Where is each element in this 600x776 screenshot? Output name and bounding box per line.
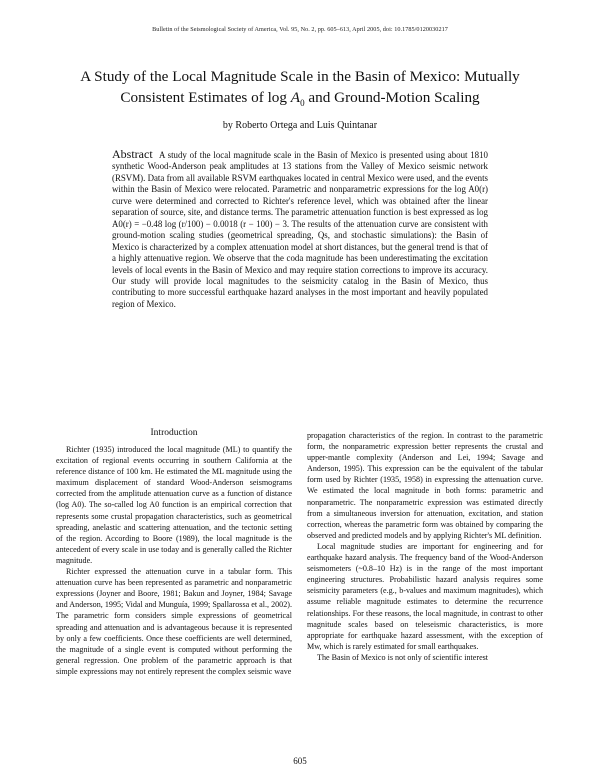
title-symbol-a: A xyxy=(290,89,301,106)
authors: by Roberto Ortega and Luis Quintanar xyxy=(222,120,378,131)
paragraph: propagation characteristics of the region. In contrast to the parametric form, the nonparametric expression better represents the crustal and upper-mantle complexity (Anderson and Lei, 1994; Savage and Anderson, 1995). This expression can be the equivalent of the tabular form used by Richter (1935, 1958) in expressing the attenuation curve. We estimated the local magnitude in both forms: parametric and nonparametric. The nonparametric expression was estimated directly from a simultaneous inversion for attenuation, excitation, and station correction, whereas the parametric form was obtained by comparing the observed and predicted models and by applying Richter's ML definition. xyxy=(307,431,543,540)
paragraph: Richter expressed the attenuation curve in a tabular form. This attenuation curve has been represented as parametric and nonparametric expressions (Joyner and Boore, 1981; Bakun and Joyner, 1984; Savage and Anderson, 1995; Vidal and Munguía, 1999; Spallarossa et al., 2002). The parametric form considers simple expressions of geometrical spreading and attenuation and is advantageous because it is represented by only a few coefficients. Once these coefficients are well determined, the magnitude of a single event is computed without performing the general regression. One problem of the parametric approach is that simple expressions may not entirely represent the complex seismic wave xyxy=(56,567,292,676)
journal-header: Bulletin of the Seismological Society of America, Vol. 95, No. 2, pp. 605–613, April 2005, doi: 10.1785/0120030217 xyxy=(152,26,448,33)
paragraph: The Basin of Mexico is not only of scientific interest xyxy=(317,652,489,662)
title-subscript: 0 xyxy=(300,98,305,109)
abstract xyxy=(112,149,488,310)
paragraph: Local magnitude studies are important for engineering and for earthquake hazard analysis. The frequency band of the Wood-Anderson seismometers (~0.8–10 Hz) is in the range of the most important engineering structures. Probabilistic hazard analysis requires some seismicity parameters (e.g., b-values and maximum magnitudes), which assume reliable magnitude estimates to determine the recurrence relationships. For these reasons, the local magnitude, in contrast to other magnitude scales based on teleseismic characteristics, is more appropriate for earthquake hazard assessment, with the exception of Mw, which is rarely estimated for small earthquakes. xyxy=(307,541,543,651)
paragraph: Richter (1935) introduced the local magnitude (ML) to quantify the excitation of regional events occurring in southern California at the reference distance of 100 km. He estimated the ML magnitude using the maximum displacement of standard Wood-Anderson seismograms corrected from the amplitude attenuation curve as a function of distance (log A0). The so-called log A0 function is an empirical correction that represents some crustal propagation characteristics, such as geometrical spreading, anelastic and scattering attenuation, and the tectonic setting of the region. According to Boore (1989), the local magnitude is the antecedent of every scale in use today and is generally called the Richter magnitude. xyxy=(56,445,292,565)
title-line-2-suffix: and Ground-Motion Scaling xyxy=(304,89,480,106)
abstract-text: A study of the local magnitude scale in the Basin of Mexico is presented using about 1810 synthetic Wood-Anderson peak amplitudes at 13 stations from the Valley of Mexico seismic network (RSVM). Data from all available RSVM earthquakes located in central Mexico were used, and the events within the Basin of Mexico were relocated. Parametric and nonparametric expressions for the log A0(r) curve were determined and corrected to Richter's reference level, which was obtained after the linear separation of source, site, and distance terms. The parametric attenuation function is best expressed as log A0(r) = −0.48 log (r/100) − 0.0018 (r − 100) − 3. The results of the attenuation curve are consistent with ground-motion scaling studies (geometrical spreading, Qs, and stochastic simulations): the Basin of Mexico is characterized by a complex attenuation model at short distances, but the general trend is that of a highly attenuative region. We observe that the coda magnitude has been underestimating the excitation levels of local events in the Basin of Mexico and may require station corrections to improve its accuracy. Our study will provide local magnitudes to the seismicity catalog in the Basin of Mexico, thus contributing to more successful earthquake hazard analyses in the most important and heavily populated region of Mexico. xyxy=(112,150,488,309)
title-line-2 xyxy=(40,87,560,114)
title-line-2-prefix: Consistent Estimates of log xyxy=(120,89,291,106)
abstract-label: Abstract xyxy=(112,147,153,161)
page-number: 605 xyxy=(293,756,307,766)
paper-title xyxy=(40,66,560,114)
title-line-1: A Study of the Local Magnitude Scale in the Basin of Mexico: Mutually xyxy=(80,68,520,85)
right-column xyxy=(307,430,543,663)
left-column xyxy=(56,444,292,677)
section-heading-introduction: Introduction xyxy=(150,428,198,438)
